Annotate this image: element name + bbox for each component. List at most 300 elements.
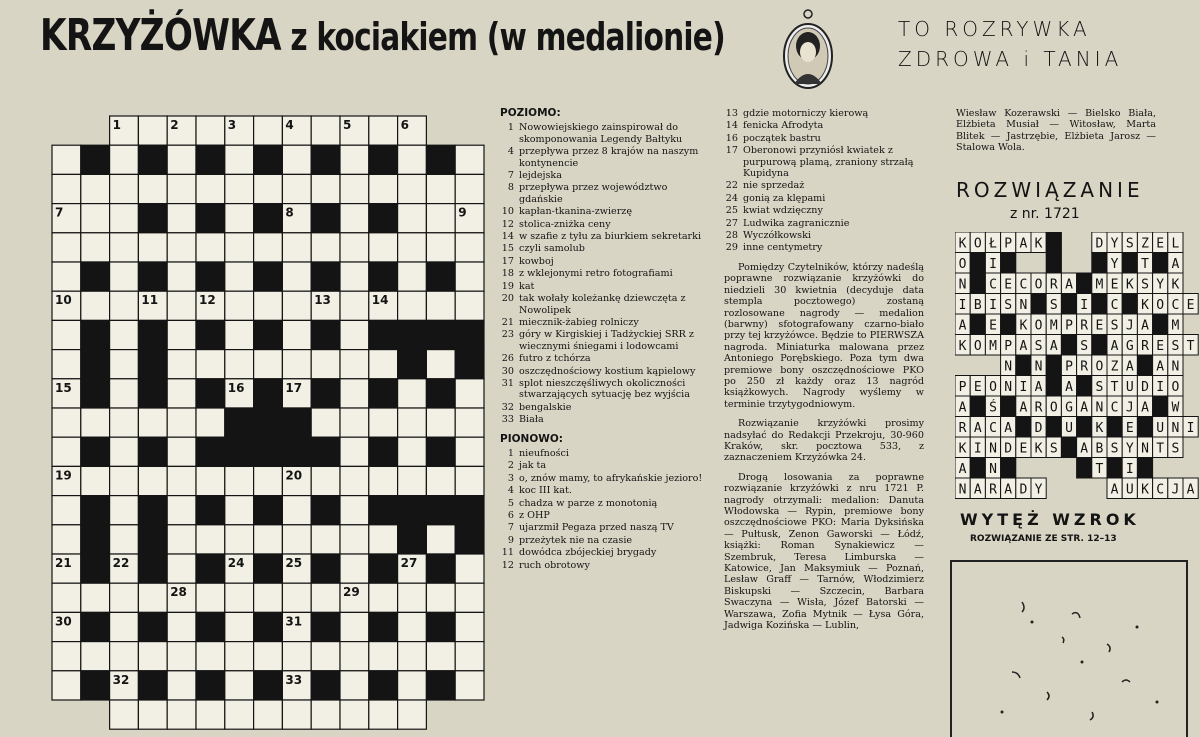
solution-letter: E [1095,318,1104,334]
grid-block [81,554,110,583]
grid-cell [167,291,196,320]
solution-letter: R [958,421,967,436]
clue-item [500,378,712,401]
clue-number: 23 [501,329,514,341]
solution-block [1092,294,1107,315]
grid-number: 22 [112,556,130,570]
grid-block [138,612,167,641]
title-main: KRZYŻÓWKA [40,10,281,61]
solution-cell [970,355,985,376]
solution-letter: Z [1141,236,1149,252]
grid-cell [311,408,340,437]
clue-number: 13 [725,108,738,119]
grid-block [196,204,225,233]
grid-cell [282,174,311,203]
clue-number: 30 [501,365,514,377]
solution-letter: I [1156,380,1165,395]
grid-cell [110,466,139,495]
clue-text: przepływa przez województwo gdańskie [519,182,668,205]
solution-letter: C [1110,298,1119,313]
medallion-portrait [780,8,836,92]
clue-number: 7 [507,170,514,182]
grid-cell [398,700,427,729]
solution-letter: E [1156,236,1165,252]
clue-number: 11 [501,547,514,559]
grid-cell [426,174,455,203]
grid-cell [426,525,455,554]
solution-letter: C [1171,298,1180,313]
clue-item [500,293,712,316]
solution-letter: K [1171,277,1180,293]
clue-text: tak wołały koleżankę dziewczęta z Nowolipek [519,293,686,316]
grid-number: 12 [199,293,216,308]
solution-letter: E [1186,298,1195,313]
grid-cell [369,700,398,729]
grid-number: 21 [55,556,72,570]
clue-text: kwiat wdzięczny [743,205,823,217]
grid-number: 24 [227,556,245,570]
solution-block [1046,355,1061,376]
clue-item [500,547,712,558]
clue-number: 9 [507,534,514,546]
grid-cell [138,583,167,612]
clue-number: 14 [501,231,514,243]
solution-block [1016,417,1031,438]
grid-cell [369,583,398,612]
grid-cell [110,379,139,408]
solution-letter: D [1004,441,1013,457]
solution-letter: A [1171,257,1180,272]
clue-number: 29 [725,242,738,254]
grid-cell [340,437,369,466]
solution-letter: A [958,400,967,416]
clue-item [500,243,712,254]
grid-cell [455,145,484,174]
grid-block [426,496,455,525]
grid-number: 20 [285,468,303,483]
solution-letter: S [1171,339,1180,354]
grid-block [282,437,311,466]
clue-number: 31 [501,377,514,389]
solution-letter: N [989,441,997,457]
solution-letter: A [1141,318,1149,334]
clue-item [500,448,712,459]
clue-item [500,122,712,145]
solution-letter: T [1156,441,1165,457]
grid-cell [282,145,311,174]
solution-letter: A [958,462,967,477]
solution-letter: S [1110,441,1119,457]
grid-cell [369,174,398,203]
solution-block [1107,417,1122,438]
solution-letter: A [1080,400,1089,416]
solution-letter: U [1125,380,1134,395]
solution-cell [1153,458,1168,479]
grid-cell [52,525,81,554]
solution-letter: G [1065,400,1073,416]
solution-letter: E [973,380,982,395]
clue-text: dowódca zbójeckiej brygady [519,547,657,559]
clue-number: 32 [501,401,514,413]
grid-cell [138,233,167,262]
grid-block [426,145,455,174]
clue-number: 5 [507,497,514,509]
solution-letter: T [1095,462,1104,477]
grid-cell [282,700,311,729]
grid-cell [311,350,340,379]
solution-letter: N [1171,359,1180,375]
grid-cell [426,204,455,233]
solution-letter: A [1186,482,1195,498]
across-clues [500,122,712,425]
grid-number: 10 [55,293,72,308]
clue-text: przepływa przez 8 krajów na naszym kontynencie [519,146,699,169]
slogan [898,14,1122,74]
grid-cell [340,262,369,291]
grid-block [455,496,484,525]
grid-cell [340,525,369,554]
grid-cell [311,525,340,554]
grid-cell [398,466,427,495]
solution-letter: D [1034,421,1043,436]
clue-text: z wklejonymi retro fotografiami [519,268,673,280]
solution-block [970,458,985,479]
grid-cell [455,233,484,262]
grid-cell [369,116,398,145]
clue-number: 3 [507,472,514,484]
clue-text: lejdejska [519,170,562,182]
solution-letter: I [1080,298,1089,313]
grid-block [455,350,484,379]
solution-letter: Y [1110,257,1119,272]
clue-number: 25 [725,205,738,217]
solution-block [1061,294,1076,315]
clue-number: 4 [507,485,514,497]
solution-letter: A [1019,236,1028,252]
clue-item [724,242,924,253]
grid-block [81,262,110,291]
clues-column-1 [500,108,712,572]
solution-letter: R [1080,359,1089,375]
solution-block [1092,335,1107,356]
grid-block [426,612,455,641]
solution-letter: I [1125,462,1134,477]
grid-cell [311,466,340,495]
clue-number: 22 [725,180,738,192]
grid-cell [455,174,484,203]
winners-list: Drogą losowania za poprawne rozwiązanie krzyżówki z nru 1721 P. nagrody otrzymali: medalion: Danuta Włodowska — Rypin, premiowe bony oszczędnościowe PKO: Maria Dyksińska — Pułtusk, Zenon Gaworski — Łódź, książki: Roman Synakiewicz — Szembruk, Teresa Limburska — Katowice, Jan Maksymiuk — Poznań, Lesław Graff — Tarnów, Włodzimierz Biskupski — Szczecin, Barbara Swaczyna — Wisła, Józef Batorski — Warszawa, Zofia Mytnik — Łysa Góra, Jadwiga Kozińska — Lublin, [724,471,924,632]
solution-letter: U [1156,421,1165,436]
spot-puzzle-marks [952,562,1186,737]
grid-cell [167,554,196,583]
spot-puzzle-box [950,560,1188,737]
clue-item [724,218,924,229]
grid-cell [110,262,139,291]
clue-item [500,402,712,413]
grid-cell [110,233,139,262]
solution-block [1137,417,1152,438]
grid-number: 15 [55,380,72,395]
grid-block [196,320,225,349]
solution-letter: N [1019,298,1028,313]
down-clues-part-2 [724,108,924,254]
solution-cell [1061,458,1076,479]
grid-number: 13 [314,293,331,308]
clue-text: nie sprzedaż [743,180,805,192]
solution-block [970,314,985,335]
grid-cell [369,466,398,495]
grid-block [426,262,455,291]
grid-cell [340,291,369,320]
solution-letter: R [1080,318,1089,334]
solution-letter: A [1156,359,1165,375]
clue-item [500,498,712,509]
solution-letter: Ł [989,236,997,252]
grid-cell [167,496,196,525]
clue-text: początek bastru [743,132,821,144]
prize-info: Pomiędzy Czytelników, którzy nadeślą poprawne rozwiązanie krzyżówki do niedzieli 30 kwietnia (decyduje data stempla pocztowego) zostaną rozlosowane nagrody — medalion (barwny) sfotografowany czarno-biało przy tej krzyżówce. Będzie to PIERWSZA nagroda. Miniaturka malowana przez Antoniego Porębskiego. Poza tym dwa premiowe bony oszczędnościowe PKO po 250 zł każdy oraz 13 nagród książkowych. Nagrody wyślemy w terminie trzytygodniowym. [724,261,924,410]
grid-cell [455,379,484,408]
grid-number: 8 [285,205,294,220]
clue-text: futro z tchórza [519,353,591,365]
grid-cell [398,291,427,320]
grid-cell [81,174,110,203]
grid-cell [138,174,167,203]
grid-cell [340,174,369,203]
crossword-grid-svg [50,114,490,734]
grid-block [138,204,167,233]
clue-item [500,317,712,328]
solution-letter: K [1125,277,1134,293]
grid-cell [254,583,283,612]
grid-cell [52,671,81,700]
solution-letter: Y [1125,441,1134,457]
clue-number: 8 [507,182,514,194]
solution-block [1001,458,1016,479]
clue-text: oszczędnościowy kostium kąpielowy [519,365,696,377]
solution-cell [1031,458,1046,479]
solution-letter: E [1156,339,1165,354]
solution-letter: P [1065,318,1073,334]
solution-letter: R [1049,277,1058,293]
solution-letter: P [1004,236,1013,252]
grid-block [311,262,340,291]
grid-cell [196,233,225,262]
solution-letter: S [1049,441,1058,457]
grid-cell [254,116,283,145]
grid-cell [225,642,254,671]
clue-text: kapłan-tkanina-zwierzę [519,206,633,218]
grid-block [196,496,225,525]
grid-number: 17 [285,380,303,395]
clue-text: kowboj [519,255,554,267]
grid-cell [52,262,81,291]
clue-number: 18 [501,268,514,280]
grid-cell [167,612,196,641]
grid-cell [225,700,254,729]
solution-letter: L [1171,236,1180,252]
solution-letter: A [1141,400,1149,416]
solution-block [1046,232,1061,253]
clue-text: Wyczółkowski [743,230,811,242]
grid-block [138,525,167,554]
grid-cell [340,204,369,233]
solution-letter: U [1065,421,1073,436]
solution-block [970,396,985,417]
grid-cell [110,174,139,203]
grid-number: 31 [285,614,303,629]
grid-cell [398,379,427,408]
clue-item [724,180,924,191]
solution-letter: A [1080,441,1089,457]
clue-item [500,256,712,267]
grid-block [369,612,398,641]
clue-item [724,193,924,204]
clue-text: czyli samolub [519,243,585,255]
grid-block [311,204,340,233]
clue-text: jak ta [519,460,547,472]
grid-block [311,437,340,466]
solution-letter: S [1141,277,1149,293]
solution-letter: R [1141,339,1149,354]
solution-letter: N [1171,421,1180,436]
grid-cell [138,116,167,145]
grid-number: 2 [170,118,179,132]
grid-block [282,408,311,437]
solution-block [1001,253,1016,274]
solution-block [1031,294,1046,315]
grid-block [369,320,398,349]
grid-cell [196,525,225,554]
solution-cell [1061,253,1076,274]
grid-cell [167,379,196,408]
solution-letter: K [1019,318,1028,334]
grid-block [196,671,225,700]
grid-block [369,437,398,466]
grid-cell [282,583,311,612]
solution-letter: N [958,482,967,498]
clue-text: nieufności [519,447,569,459]
solution-letter: J [1125,318,1134,334]
grid-block [254,408,283,437]
solution-letter: N [1004,359,1013,375]
grid-block [254,204,283,233]
grid-block [81,350,110,379]
grid-cell [110,437,139,466]
grid-block [426,320,455,349]
solution-letter: A [1004,421,1013,436]
grid-cell [225,466,254,495]
grid-cell [167,204,196,233]
clue-number: 10 [501,206,514,218]
solution-letter: A [1110,339,1119,354]
solution-letter: C [989,421,997,436]
grid-cell [311,116,340,145]
grid-block [369,204,398,233]
solution-block [1061,335,1076,356]
solution-letter: P [1065,359,1073,375]
solution-block [1001,396,1016,417]
slogan-line-1: TO ROZRYWKA [898,17,1091,41]
clue-number: 33 [501,414,514,426]
solution-letter: O [1034,277,1043,293]
clue-text: chadza w parze z monotonią [519,497,658,509]
clue-number: 15 [501,243,514,255]
grid-cell [225,612,254,641]
solution-cell [1077,232,1092,253]
grid-block [138,320,167,349]
solution-cell [1031,253,1046,274]
solution-letter: J [1125,400,1134,416]
grid-block [81,671,110,700]
solution-letter: A [1065,277,1073,293]
grid-block [138,262,167,291]
solution-letter: S [1080,339,1089,354]
solution-letter: O [1095,359,1104,375]
solution-letter: C [989,277,997,293]
solution-letter: I [1186,421,1195,436]
solution-letter: O [1156,298,1165,313]
solution-letter: Y [1156,277,1165,293]
grid-number: 25 [285,556,303,570]
across-header: POZIOMO: [500,107,561,119]
solution-letter: A [1065,380,1073,395]
grid-cell [167,233,196,262]
grid-block [196,379,225,408]
grid-block [254,496,283,525]
grid-block [398,320,427,349]
solution-letter: D [1019,482,1028,498]
solution-cell [1061,478,1076,499]
grid-number: 33 [285,672,303,687]
solution-letter: N [989,462,997,477]
grid-cell [110,350,139,379]
clue-number: 7 [507,522,514,534]
solution-block [1122,253,1137,274]
grid-cell [254,642,283,671]
grid-block [311,379,340,408]
solution-letter: C [1110,400,1119,416]
clue-text: miecznik-żabieg rolniczy [519,316,639,328]
solution-letter: A [958,318,967,334]
solution-letter: A [973,482,982,498]
solution-letter: K [1095,421,1104,436]
grid-cell [254,350,283,379]
wytez-wzrok-subtitle: ROZWIĄZANIE ZE STR. 12–13 [970,534,1117,544]
solution-cell [1061,232,1076,253]
grid-cell [426,291,455,320]
grid-block [426,379,455,408]
grid-cell [455,262,484,291]
clue-text: Oberonowi przyniósł kwiatek z purpurową plamą, zraniony strzałą Kupidyna [743,145,914,180]
grid-cell [282,291,311,320]
grid-cell [455,642,484,671]
grid-block [369,145,398,174]
grid-number: 16 [227,380,245,395]
grid-cell [110,642,139,671]
grid-cell [196,642,225,671]
clue-text: góry w Kirgiskiej i Tadżyckiej SRR z wiecznymi śniegami i lodowcami [519,329,694,352]
clue-number: 24 [725,192,738,204]
solution-block [1153,253,1168,274]
clue-item [500,366,712,377]
grid-cell [52,350,81,379]
clue-item [724,145,924,179]
grid-cell [455,466,484,495]
solution-letter: T [1141,257,1149,272]
solution-letter: O [989,380,997,395]
grid-cell [455,408,484,437]
